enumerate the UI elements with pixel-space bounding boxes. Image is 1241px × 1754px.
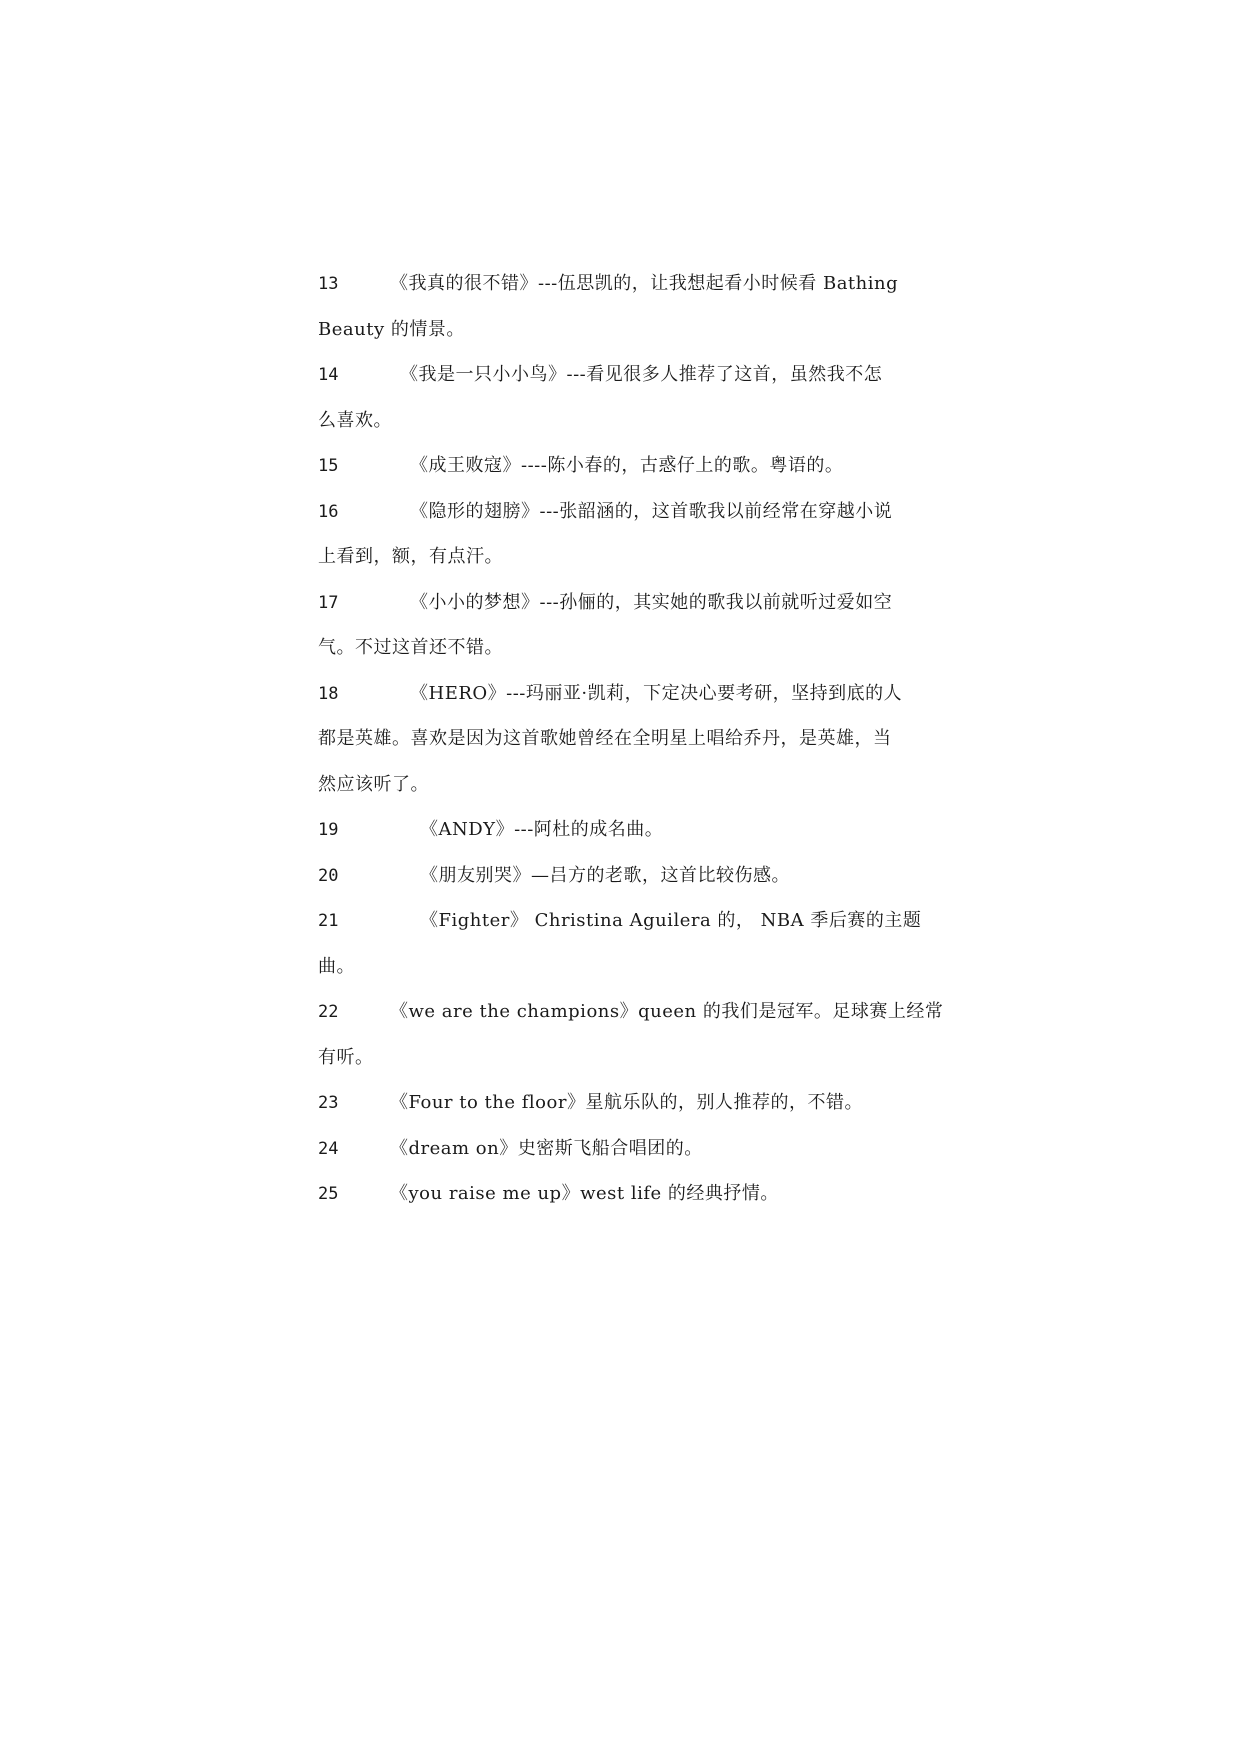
item-number: 18 bbox=[318, 683, 339, 704]
list-item bbox=[318, 587, 928, 678]
item-number: 22 bbox=[318, 1002, 339, 1022]
item-number: 21 bbox=[318, 911, 339, 931]
item-number: 16 bbox=[318, 501, 339, 522]
item-text: 《Fighter》 Christina Aguilera 的， NBA 季后赛的主题 bbox=[420, 910, 922, 931]
item-text: 《HERO》---玛丽亚·凯莉，下定决心要考研，坚持到底的人 bbox=[410, 682, 903, 704]
list-item bbox=[318, 1087, 928, 1133]
item-number: 25 bbox=[318, 1184, 339, 1204]
item-text: 《成王败寇》----陈小春的，古惑仔上的歌。粤语的。 bbox=[410, 455, 844, 476]
item-text-continued: 然应该听了。 bbox=[318, 773, 429, 795]
list-item bbox=[318, 450, 928, 496]
list-item bbox=[318, 996, 944, 1087]
item-text-continued: 上看到，额，有点汗。 bbox=[318, 546, 503, 567]
list-item bbox=[318, 814, 928, 860]
list-item bbox=[318, 1178, 928, 1224]
item-number: 24 bbox=[318, 1138, 339, 1159]
item-number: 20 bbox=[318, 865, 339, 886]
item-text-continued: 气。不过这首还不错。 bbox=[318, 637, 503, 658]
item-text: 《we are the champions》queen 的我们是冠军。足球赛上经常 bbox=[390, 1001, 944, 1022]
list-item bbox=[318, 860, 928, 906]
item-number: 23 bbox=[318, 1093, 339, 1113]
item-number: 14 bbox=[318, 365, 339, 385]
item-number: 13 bbox=[318, 274, 339, 294]
item-text-continued: 曲。 bbox=[318, 955, 355, 977]
item-text: 《朋友别哭》—吕方的老歌，这首比较伤感。 bbox=[420, 864, 790, 886]
list-item bbox=[318, 359, 928, 450]
list-item bbox=[318, 1133, 928, 1179]
list-item bbox=[318, 678, 928, 815]
item-number: 15 bbox=[318, 456, 339, 476]
list-item bbox=[318, 905, 928, 996]
list-item bbox=[318, 268, 928, 359]
item-number: 17 bbox=[318, 592, 339, 613]
item-text: 《Four to the floor》星航乐队的，别人推荐的，不错。 bbox=[390, 1092, 863, 1113]
item-text-continued: 都是英雄。喜欢是因为这首歌她曾经在全明星上唱给乔丹，是英雄，当 bbox=[318, 728, 892, 749]
item-text-continued: 么喜欢。 bbox=[318, 409, 392, 431]
song-list bbox=[318, 268, 944, 1224]
item-text: 《我真的很不错》---伍思凯的，让我想起看小时候看 Bathing bbox=[390, 273, 899, 294]
item-text: 《隐形的翅膀》---张韶涵的，这首歌我以前经常在穿越小说 bbox=[410, 500, 893, 522]
item-text: 《dream on》史密斯飞船合唱团的。 bbox=[390, 1137, 703, 1159]
item-text: 《我是一只小小鸟》---看见很多人推荐了这首，虽然我不怎 bbox=[400, 364, 883, 385]
item-text: 《ANDY》---阿杜的成名曲。 bbox=[420, 819, 664, 840]
item-text-continued: 有听。 bbox=[318, 1046, 374, 1068]
list-item bbox=[318, 496, 928, 587]
item-text-continued: Beauty 的情景。 bbox=[318, 318, 465, 340]
item-number: 19 bbox=[318, 820, 339, 840]
item-text: 《小小的梦想》---孙俪的，其实她的歌我以前就听过爱如空 bbox=[410, 591, 893, 613]
item-text: 《you raise me up》west life 的经典抒情。 bbox=[390, 1183, 779, 1204]
